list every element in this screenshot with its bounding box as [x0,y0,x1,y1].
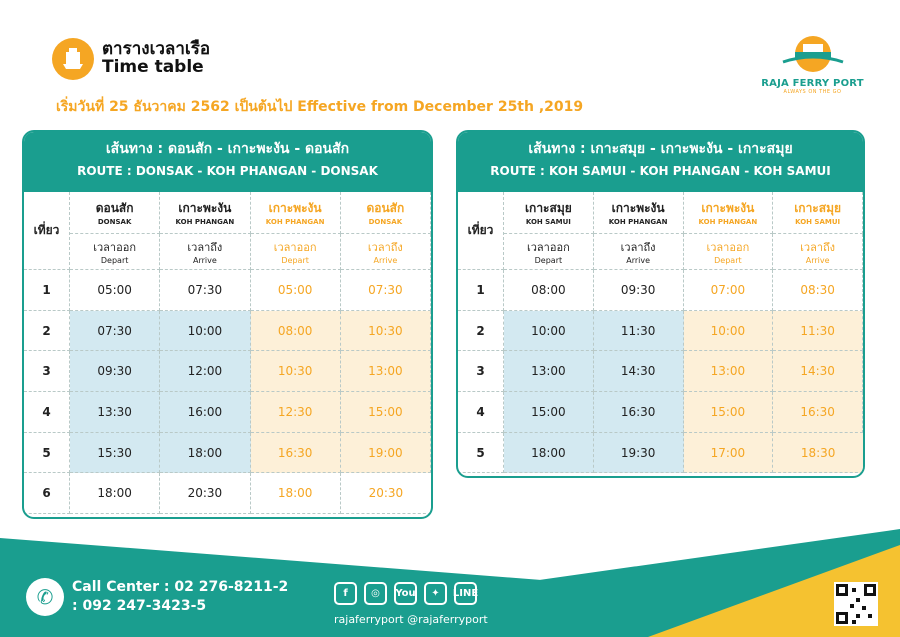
timetable-grid [24,192,431,514]
column-subheader-label: Depart [100,256,129,265]
column-header-thai: ดอนสัก [95,201,134,215]
column-subheader [70,234,160,270]
column-subheader [160,234,250,270]
brand-name: RAJA FERRY PORT [761,78,864,89]
time-cell: 18:00 [251,473,341,514]
time-cell: 05:00 [251,270,341,311]
time-cell: 13:00 [684,351,774,392]
time-cell: 05:00 [70,270,160,311]
time-cell: 14:30 [594,351,684,392]
time-cell: 20:30 [160,473,250,514]
time-cell: 14:30 [773,351,863,392]
column-header-label: KOH PHANGAN [698,218,758,226]
page-title: Time table [102,57,204,77]
time-cell: 12:00 [160,351,250,392]
brand-tagline: ALWAYS ON THE GO [783,89,842,95]
column-subheader-label: Arrive [192,256,217,265]
trip-number: 3 [24,351,70,392]
column-header-thai: เกาะพะงัน [268,201,322,215]
trip-number: 5 [458,433,504,474]
route-header [458,132,863,192]
page-title-thai: ตารางเวลาเรือ [102,39,211,60]
column-subheader-thai: เวลาถึง [800,241,836,254]
time-cell: 08:00 [251,311,341,352]
column-subheader [341,234,431,270]
time-cell: 20:30 [341,473,431,514]
time-cell: 18:00 [160,433,250,474]
column-header-label: KOH PHANGAN [175,218,235,226]
column-subheader-label: Depart [714,256,742,265]
trip-number: 1 [458,270,504,311]
column-header [251,192,341,234]
column-header [504,192,594,234]
time-cell: 13:00 [341,351,431,392]
time-cell: 07:00 [684,270,774,311]
time-cell: 16:30 [594,392,684,433]
time-cell: 09:30 [594,270,684,311]
youtube-icon[interactable]: You [394,582,417,605]
brand-logo [755,32,870,95]
column-header-label: KOH SAMUI [525,218,571,226]
column-header-thai: เกาะพะงัน [701,201,755,215]
time-cell: 09:30 [70,351,160,392]
instagram-icon[interactable]: ◎ [364,582,387,605]
trip-column-header: เที่ยว [458,192,504,270]
time-cell: 13:30 [70,392,160,433]
column-subheader-thai: เวลาถึง [620,241,656,254]
effective-date: เริ่มวันที่ 25 ธันวาคม 2562 เป็นต้นไป Effective from December 25th ,2019 [56,99,584,115]
line-icon[interactable]: LINE [454,582,477,605]
column-subheader-thai: เวลาออก [93,241,136,254]
timetable-donsak [22,130,433,519]
time-cell: 11:30 [594,311,684,352]
social-handle: rajaferryport @rajaferryport [334,613,488,626]
call-center-mobile[interactable]: : 092 247-3423-5 [72,598,207,614]
social-icons [334,582,477,605]
route-title: ROUTE : DONSAK - KOH PHANGAN - DONSAK [77,164,378,178]
column-subheader-thai: เวลาออก [527,241,570,254]
column-header [341,192,431,234]
time-cell: 18:30 [773,433,863,474]
time-cell: 16:30 [251,433,341,474]
time-cell: 15:30 [70,433,160,474]
route-title-thai: เส้นทาง : เกาะสมุย - เกาะพะงัน - เกาะสมุย [528,141,793,157]
column-header [773,192,863,234]
route-title: ROUTE : KOH SAMUI - KOH PHANGAN - KOH SAMUI [490,164,831,178]
page-header [52,38,210,80]
time-cell: 10:00 [684,311,774,352]
column-subheader [773,234,863,270]
trip-number: 1 [24,270,70,311]
column-header-thai: เกาะพะงัน [611,201,665,215]
column-subheader [504,234,594,270]
time-cell: 19:00 [341,433,431,474]
trip-number: 2 [458,311,504,352]
ship-logo-icon [773,32,853,72]
column-subheader-thai: เวลาออก [273,241,317,254]
time-cell: 15:00 [684,392,774,433]
column-header [684,192,774,234]
timetable-grid [458,192,863,473]
time-cell: 18:00 [504,433,594,474]
column-header [160,192,250,234]
time-cell: 12:30 [251,392,341,433]
time-cell: 08:00 [504,270,594,311]
column-subheader-thai: เวลาถึง [367,241,403,254]
call-center-number[interactable]: Call Center : 02 276-8211-2 [72,579,289,596]
column-header-thai: ดอนสัก [366,201,405,215]
time-cell: 15:00 [504,392,594,433]
column-subheader-label: Arrive [626,256,651,265]
column-header-thai: เกาะพะงัน [178,201,232,215]
time-cell: 15:00 [341,392,431,433]
column-header [70,192,160,234]
time-cell: 07:30 [341,270,431,311]
column-subheader-thai: เวลาออก [706,241,750,254]
time-cell: 10:00 [504,311,594,352]
column-subheader [684,234,774,270]
ferry-logo-icon [52,38,94,80]
trip-number: 3 [458,351,504,392]
column-header-label: DONSAK [368,218,403,226]
timetable-samui [456,130,865,478]
column-subheader [251,234,341,270]
time-cell: 16:30 [773,392,863,433]
time-cell: 17:00 [684,433,774,474]
column-header-label: KOH SAMUI [795,218,841,226]
phone-icon: ✆ [26,578,64,616]
column-subheader-label: Depart [281,256,309,265]
time-cell: 10:00 [160,311,250,352]
trip-number: 2 [24,311,70,352]
column-subheader-label: Arrive [373,256,398,265]
column-header-thai: เกาะสมุย [794,201,842,215]
qr-code-icon[interactable] [834,582,878,626]
facebook-icon[interactable]: f [334,582,357,605]
time-cell: 10:30 [341,311,431,352]
time-cell: 10:30 [251,351,341,392]
time-cell: 16:00 [160,392,250,433]
trip-number: 6 [24,473,70,514]
call-center [26,578,288,616]
column-header-thai: เกาะสมุย [524,201,572,215]
trip-number: 4 [458,392,504,433]
time-cell: 07:30 [70,311,160,352]
column-header-label: DONSAK [97,218,132,226]
column-subheader-thai: เวลาถึง [187,241,223,254]
time-cell: 11:30 [773,311,863,352]
time-cell: 13:00 [504,351,594,392]
column-header-label: KOH PHANGAN [265,218,325,226]
column-subheader-label: Arrive [805,256,830,265]
column-subheader-label: Depart [534,256,563,265]
trip-number: 5 [24,433,70,474]
time-cell: 19:30 [594,433,684,474]
time-cell: 07:30 [160,270,250,311]
time-cell: 08:30 [773,270,863,311]
route-title-thai: เส้นทาง : ดอนสัก - เกาะพะงัน - ดอนสัก [105,141,350,157]
column-header-label: KOH PHANGAN [608,218,668,226]
trip-number: 4 [24,392,70,433]
column-subheader [594,234,684,270]
time-cell: 18:00 [70,473,160,514]
trip-column-header: เที่ยว [24,192,70,270]
twitter-icon[interactable]: ✦ [424,582,447,605]
column-header [594,192,684,234]
route-header [24,132,431,192]
